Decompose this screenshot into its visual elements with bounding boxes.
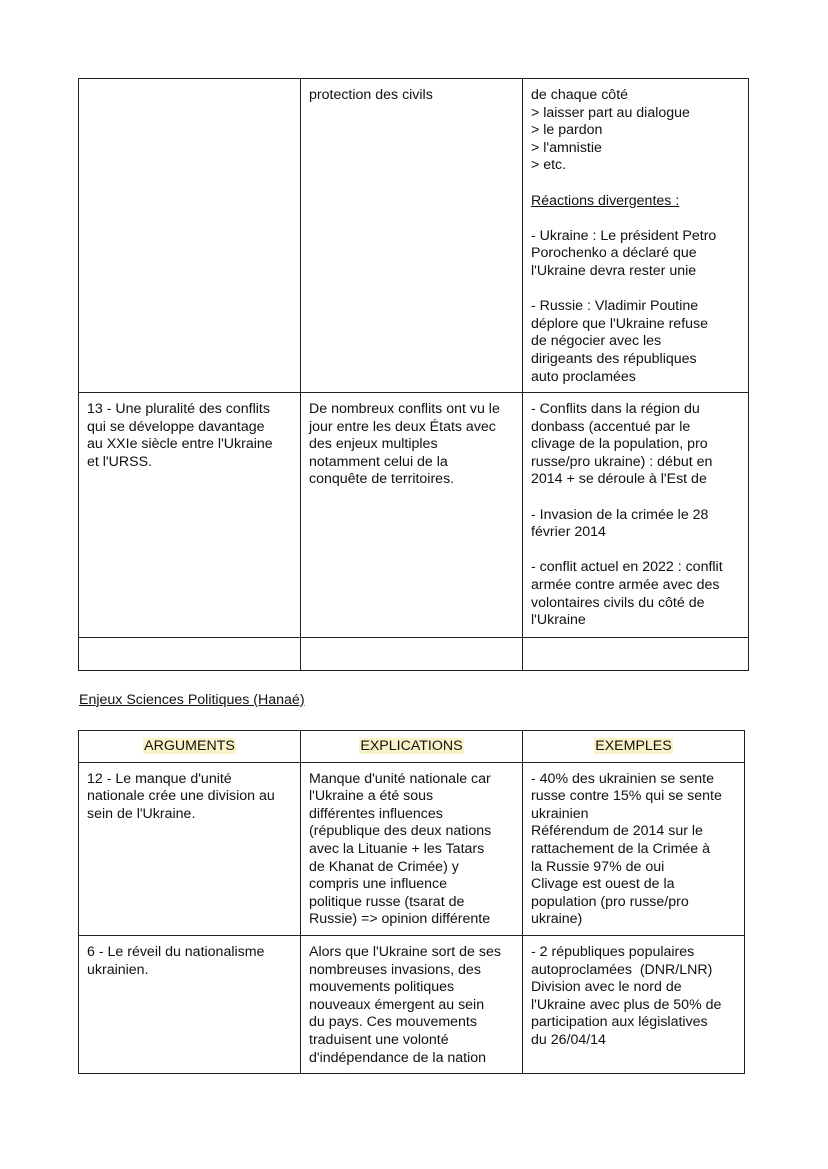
cell-line: différentes influences [309, 805, 443, 822]
cell-line: avec la Lituanie + les Tatars [309, 840, 485, 857]
explanation-cell [301, 762, 523, 935]
header-explications [301, 731, 523, 763]
cell-line: ukrainien [531, 805, 589, 822]
cell-line: l'Ukraine [531, 612, 586, 629]
cell-line: > l'amnistie [531, 139, 602, 156]
arguments-table [78, 730, 745, 1074]
cell-line: participation aux législatives [531, 1014, 708, 1031]
cell-line: Alors que l'Ukraine sort de ses [309, 943, 501, 960]
cell-line: auto proclamées [531, 368, 636, 385]
cell-line: déplore que l'Ukraine refuse [531, 315, 709, 332]
cell-line: qui se développe davantage [87, 418, 265, 435]
cell-line: de Khanat de Crimée) y [309, 858, 459, 875]
cell-line: sein de l'Ukraine. [87, 805, 196, 822]
subheading-divergent-reactions: Réactions divergentes : [531, 192, 680, 209]
cell-line: février 2014 [531, 524, 606, 541]
cell-line: Référendum de 2014 sur le [531, 823, 703, 840]
cell-line: du 26/04/14 [531, 1031, 606, 1048]
cell-line: conquête de territoires. [309, 471, 455, 488]
cell-line: nationale crée une division au [87, 788, 275, 805]
cell-line: > etc. [531, 157, 567, 174]
cell-line: dirigeants des républiques [531, 350, 697, 367]
header-arguments [79, 731, 301, 763]
cell-line: ukrainien. [87, 961, 149, 978]
cell-line: > laisser part au dialogue [531, 104, 690, 121]
table-header-row [79, 731, 745, 763]
empty-cell [79, 638, 301, 671]
cell-line: l'Ukraine avec plus de 50% de [531, 996, 722, 1013]
argument-cell [79, 393, 301, 638]
cell-line: - Invasion de la crimée le 28 [531, 506, 709, 523]
header-label: EXEMPLES [595, 738, 672, 754]
cell-line: l'Ukraine devra rester unie [531, 262, 697, 279]
cell-line: De nombreux conflits ont vu le [309, 401, 500, 418]
cell-line: et l'URSS. [87, 453, 152, 470]
argument-cell [79, 762, 301, 935]
cell-line: - 40% des ukrainien se sente [531, 770, 714, 787]
cell-line: - Ukraine : Le président Petro [531, 227, 717, 244]
cell-line: Division avec le nord de [531, 979, 682, 996]
cell-line: 6 - Le réveil du nationalisme [87, 943, 265, 960]
cell-line: traduisent une volonté [309, 1031, 449, 1048]
cell-line: (république des deux nations [309, 823, 492, 840]
cell-line: compris une influence [309, 876, 448, 893]
table-row [79, 393, 749, 638]
cell-line: autoproclamées (DNR/LNR) [531, 961, 713, 978]
cell-line: russe contre 15% qui se sente [531, 788, 722, 805]
table-row-empty [79, 638, 749, 671]
cell-line: Clivage est ouest de la [531, 876, 675, 893]
cell-line: > le pardon [531, 122, 603, 139]
cell-line: Manque d'unité nationale car [309, 770, 491, 787]
table-row [79, 935, 745, 1073]
example-cell [523, 935, 745, 1073]
cell-line: notamment celui de la [309, 453, 448, 470]
header-label: ARGUMENTS [144, 738, 235, 754]
cell-line: - 2 républiques populaires [531, 943, 695, 960]
cell-line: Russie) => opinion différente [309, 911, 491, 928]
cell-line: russe/pro ukraine) : début en [531, 453, 713, 470]
cell-line: jour entre les deux États avec [309, 418, 496, 435]
explanation-cell [301, 393, 523, 638]
cell-line: - Russie : Vladimir Poutine [531, 298, 699, 315]
header-label: EXPLICATIONS [360, 738, 463, 754]
cell-line: des enjeux multiples [309, 436, 438, 453]
cell-line: donbass (accentué par le [531, 418, 691, 435]
cell-line: nombreuses invasions, des [309, 961, 481, 978]
table-row [79, 79, 749, 393]
cell-line: de négocier avec les [531, 333, 662, 350]
empty-cell [301, 638, 523, 671]
cell-line: - conflit actuel en 2022 : conflit [531, 559, 723, 576]
empty-cell [523, 638, 749, 671]
cell-line: protection des civils [309, 87, 433, 103]
cell-line: d'indépendance de la nation [309, 1049, 487, 1066]
cell-line: 13 - Une pluralité des conflits [87, 401, 270, 418]
table-row [79, 762, 745, 935]
cell-line: la Russie 97% de oui [531, 858, 665, 875]
cell-line: rattachement de la Crimée à [531, 840, 711, 857]
example-cell [523, 393, 749, 638]
cell-line: population (pro russe/pro [531, 893, 689, 910]
cell-line: volontaires civils du côté de [531, 594, 705, 611]
argument-cell [79, 79, 301, 393]
cell-line: Porochenko a déclaré que [531, 245, 697, 262]
example-cell [523, 762, 745, 935]
cell-line: du pays. Ces mouvements [309, 1014, 477, 1031]
cell-line: - Conflits dans la région du [531, 401, 700, 418]
cell-line: l'Ukraine a été sous [309, 788, 434, 805]
cell-line: 2014 + se déroule à l'Est de [531, 471, 707, 488]
conflicts-table [78, 78, 749, 671]
cell-line: clivage de la population, pro [531, 436, 708, 453]
cell-line: de chaque côté [531, 87, 629, 103]
cell-line: politique russe (tsarat de [309, 893, 465, 910]
cell-line: au XXIe siècle entre l'Ukraine [87, 436, 273, 453]
argument-cell [79, 935, 301, 1073]
cell-line: ukraine) [531, 911, 583, 928]
cell-line: armée contre armée avec des [531, 577, 720, 594]
explanation-cell [301, 935, 523, 1073]
cell-line: 12 - Le manque d'unité [87, 770, 232, 787]
example-cell [523, 79, 749, 393]
explanation-cell [301, 79, 523, 393]
cell-line: nouveaux émergent au sein [309, 996, 485, 1013]
cell-line: mouvements politiques [309, 979, 455, 996]
section-heading: Enjeux Sciences Politiques (Hanaé) [79, 692, 305, 708]
header-exemples [523, 731, 745, 763]
